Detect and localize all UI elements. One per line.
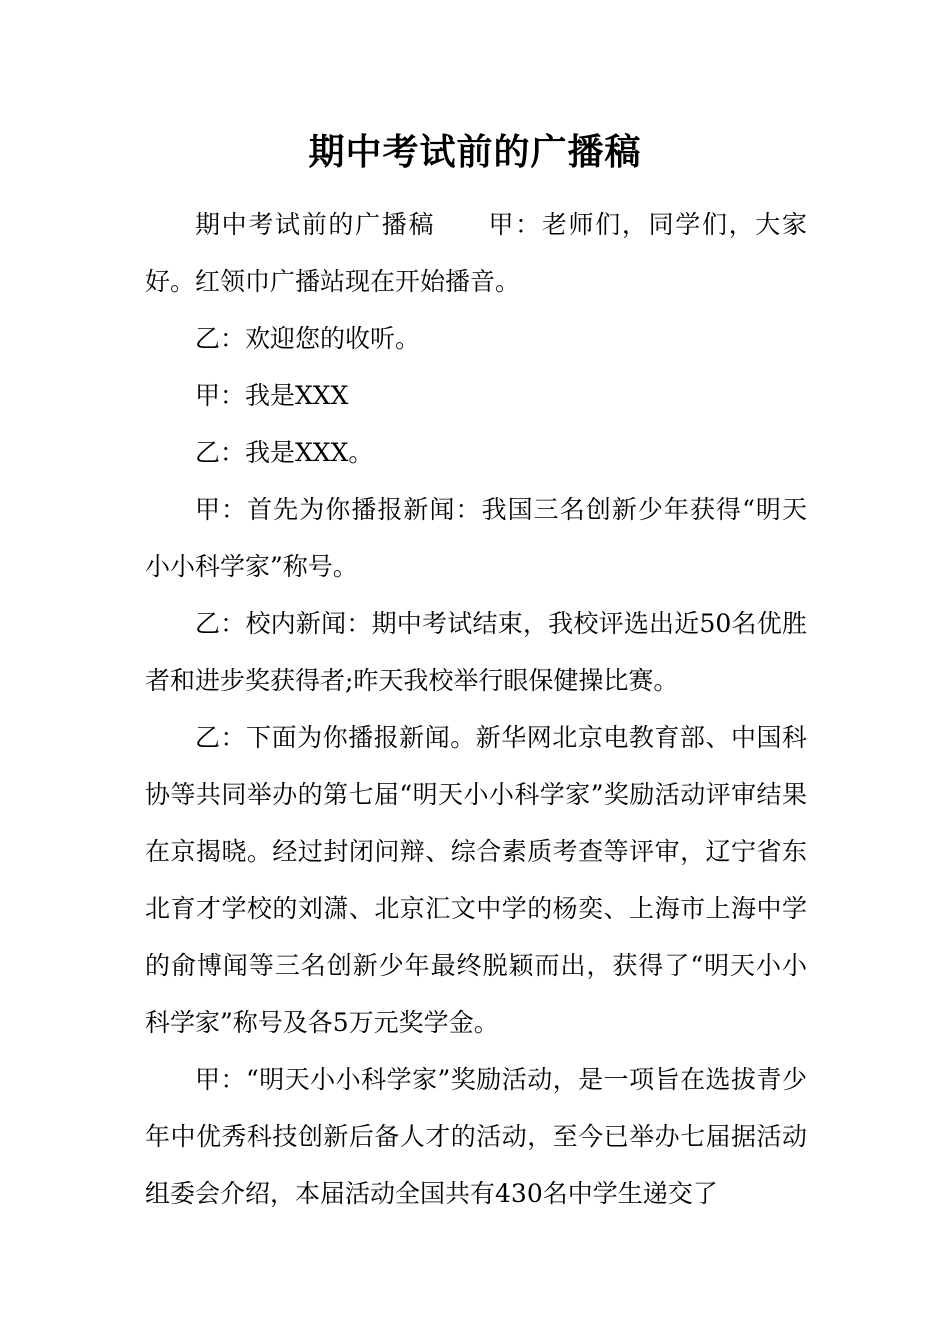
- document-title: 期中考试前的广播稿: [308, 132, 642, 173]
- paragraph-school-news: 乙：校内新闻：期中考试结束，我校评选出近50名优胜者和进步奖获得者;昨天我校举行眼保健操比赛。: [145, 609, 807, 695]
- paragraph-welcome: 乙：欢迎您的收听。: [195, 324, 421, 353]
- paragraph-national-news: 乙：下面为你播报新闻。新华网北京电教育部、中国科协等共同举办的第七届“明天小小科学家”奖励活动评审结果在京揭晓。经过封闭问辩、综合素质考查等评审，辽宁省东北育才学校的刘潇、北京汇文中学的杨奕、上海市上海中学的俞博闻等三名创新少年最终脱颖而出，获得了“明天小小科学家”称号及各5万元奖学金。: [145, 723, 807, 1037]
- document-body: [145, 196, 807, 1222]
- paragraph-host-a: 甲：我是XXX: [195, 381, 349, 410]
- paragraph-host-b: 乙：我是XXX。: [195, 438, 374, 467]
- paragraph-headline-news: 甲：首先为你播报新闻：我国三名创新少年获得“明天小小科学家”称号。: [145, 495, 807, 581]
- paragraph-intro: 期中考试前的广播稿 甲：老师们，同学们，大家好。红领巾广播站现在开始播音。: [145, 210, 807, 296]
- paragraph-award-activity: 甲：“明天小小科学家”奖励活动，是一项旨在选拔青少年中优秀科技创新后备人才的活动，至今已举办七届据活动组委会介绍，本届活动全国共有430名中学生递交了: [145, 1065, 807, 1208]
